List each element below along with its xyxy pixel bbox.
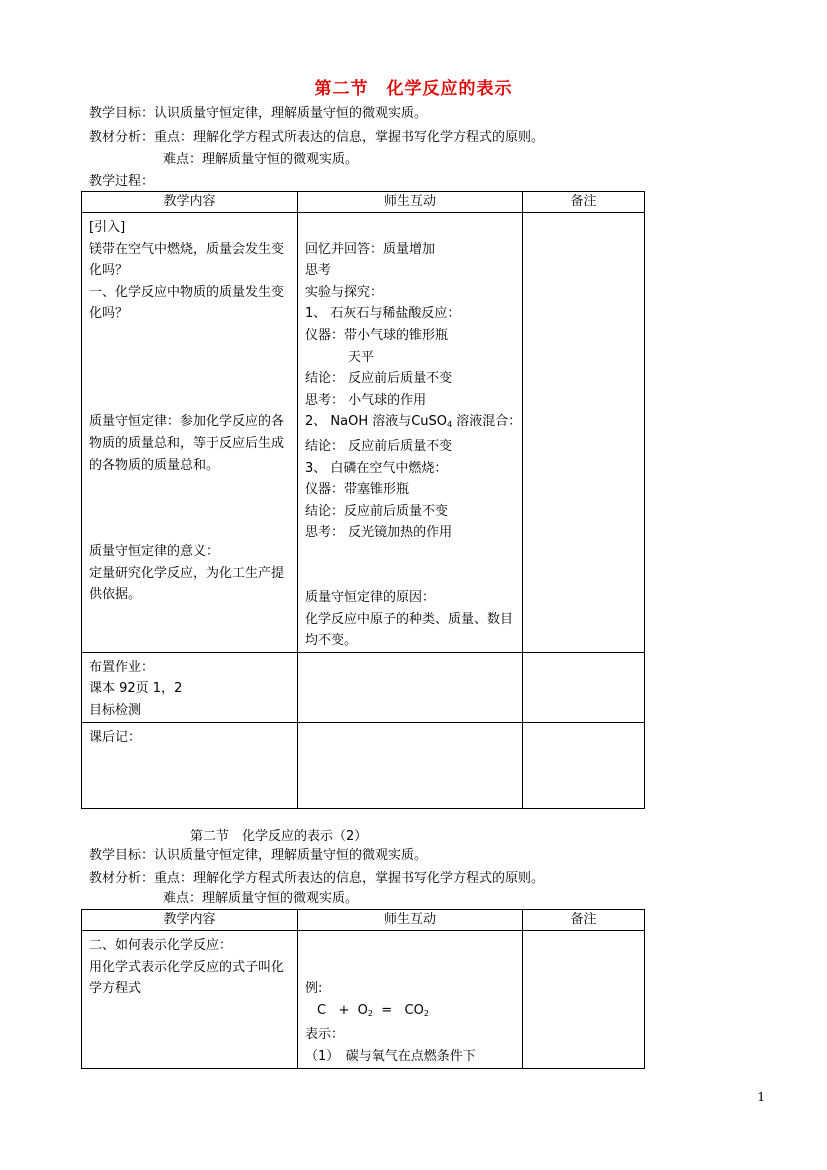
meaning-item-1: （1） 碳与氧气在点燃条件下 [305, 1048, 476, 1064]
table-header-row [82, 192, 645, 213]
instrument-1: 仪器：带小气球的锥形瓶 [305, 327, 449, 343]
notes-cell [523, 652, 645, 722]
experiment-3: 3、 白磷在空气中燃烧： [305, 460, 448, 476]
instrument-balance: 天平 [348, 349, 375, 365]
header-notes: 备注 [523, 192, 645, 213]
page-number: 1 [757, 1090, 765, 1104]
interaction-cell [298, 722, 523, 808]
content-cell [82, 213, 298, 653]
reason-text: 化学反应中原子的种类、质量、数目均不变。 [305, 611, 514, 649]
question-mass-change: 一、化学反应中物质的质量发生变化吗？ [89, 284, 285, 322]
conclusion-1: 结论： 反应前后质量不变 [305, 371, 453, 387]
after-class-cell [82, 722, 298, 808]
material-analysis-difficult-2: 难点：理解质量守恒的微观实质。 [163, 891, 359, 906]
header-interaction: 师生互动 [298, 192, 523, 213]
table-row [82, 722, 645, 808]
table-header-row [82, 910, 645, 931]
after-class-label: 课后记： [89, 729, 142, 745]
interaction-cell [298, 213, 523, 653]
law-meaning-title: 质量守恒定律的意义： [89, 543, 220, 559]
think-balloon: 思考： 小气球的作用 [305, 392, 427, 408]
header-content: 教学内容 [82, 910, 298, 931]
question-magnesium: 镁带在空气中燃烧，质量会发生变化吗？ [89, 241, 285, 279]
material-analysis-key-2: 教材分析：重点：理解化学方程式所表达的信息，掌握书写化学方程式的原则。 [89, 871, 545, 886]
notes-cell [523, 213, 645, 653]
section-2-title: 第二节 化学反应的表示（2） [190, 829, 368, 844]
table-row [82, 931, 645, 1069]
think-mirror: 思考： 反光镜加热的作用 [305, 525, 453, 541]
experiment-1: 1、 石灰石与稀盐酸反应： [305, 306, 461, 322]
notes-cell [523, 931, 645, 1069]
header-interaction: 师生互动 [298, 910, 523, 931]
means-label: 表示： [305, 1027, 345, 1043]
material-analysis-key: 教材分析：重点：理解化学方程式所表达的信息，掌握书写化学方程式的原则。 [89, 130, 545, 145]
header-content: 教学内容 [82, 192, 298, 213]
interaction-cell [298, 931, 523, 1069]
homework-title: 布置作业： [89, 659, 155, 675]
intro-label: [引入] [89, 220, 126, 235]
page-title: 第二节 化学反应的表示 [314, 79, 513, 99]
teaching-objective-2: 教学目标：认识质量守恒定律，理解质量守恒的微观实质。 [89, 848, 428, 863]
header-notes: 备注 [523, 910, 645, 931]
experiment-2: 2、 NaOH 溶液与CuSO$_4$ 溶液混合： [305, 414, 522, 430]
think: 思考 [305, 263, 332, 279]
equation-definition: 用化学式表示化学反应的式子叫化学方程式 [89, 959, 285, 997]
table-row [82, 213, 645, 653]
conclusion-3: 结论：反应前后质量不变 [305, 503, 449, 519]
notes-cell [523, 722, 645, 808]
how-to-express: 二、如何表示化学反应： [89, 938, 233, 953]
teaching-objective: 教学目标：认识质量守恒定律，理解质量守恒的微观实质。 [89, 106, 428, 121]
table-row [82, 652, 645, 722]
instrument-3: 仪器：带塞锥形瓶 [305, 482, 410, 498]
experiment-title: 实验与探究： [305, 284, 384, 300]
homework-textbook: 课本 92页 1，2 [89, 681, 183, 697]
homework-check: 目标检测 [89, 703, 142, 719]
law-meaning: 定量研究化学反应，为化工生产提供依据。 [89, 565, 285, 603]
homework-cell [82, 652, 298, 722]
recall-answer: 回忆并回答：质量增加 [305, 241, 436, 257]
conservation-law: 质量守恒定律：参加化学反应的各物质的质量总和，等于反应后生成的各物质的质量总和。 [89, 414, 285, 473]
material-analysis-difficult: 难点：理解质量守恒的微观实质。 [163, 152, 359, 167]
equation-example: $C + O_2 = CO_2$ [317, 1002, 429, 1018]
content-cell [82, 931, 298, 1069]
example-label: 例: [305, 981, 323, 997]
teaching-process-label: 教学过程： [89, 174, 155, 189]
lesson-table-1 [81, 191, 645, 809]
conclusion-2: 结论： 反应前后质量不变 [305, 438, 453, 454]
reason-title: 质量守恒定律的原因： [305, 590, 436, 606]
interaction-cell [298, 652, 523, 722]
lesson-table-2 [81, 909, 645, 1069]
